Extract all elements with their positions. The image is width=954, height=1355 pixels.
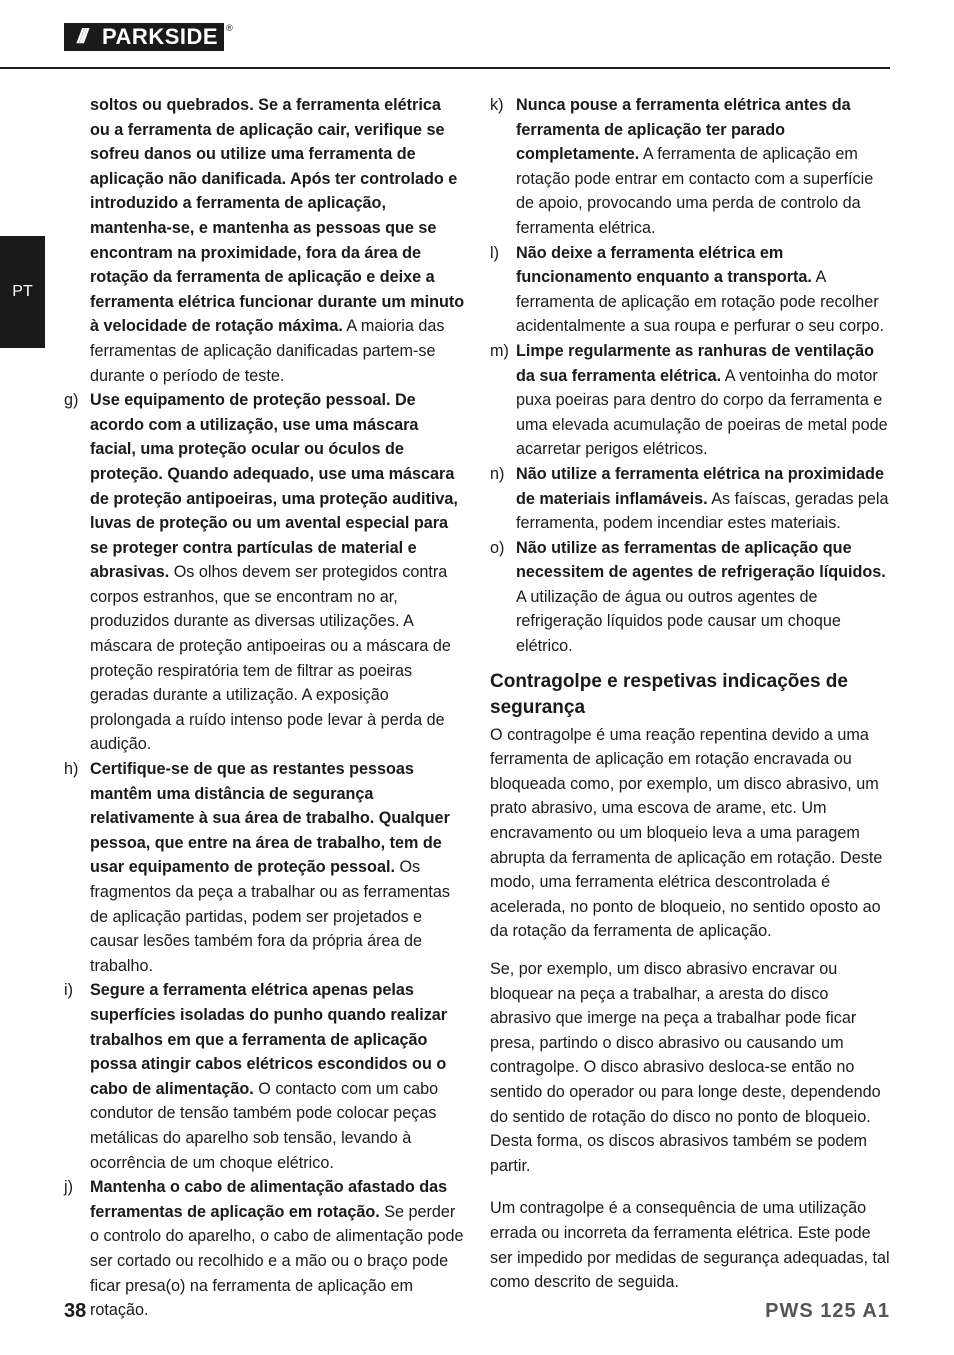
item-bold: Nunca pouse a ferramenta elétrica antes da ferramenta de aplicação ter parado completamente.	[516, 96, 851, 164]
list-marker: m)	[490, 341, 509, 360]
list-item-g	[64, 388, 465, 757]
list-item-i	[64, 978, 465, 1175]
page-number: 38	[64, 1300, 87, 1322]
item-normal: Os fragmentos da peça a trabalhar ou as ferramentas de aplicação partidas, podem ser projetados e causar lesões também fora da própria área de trabalho.	[90, 858, 450, 975]
list-item-m	[490, 339, 890, 462]
section-heading: Contragolpe e respetivas indicações de segurança	[490, 670, 848, 718]
continuation-paragraph	[64, 93, 465, 388]
item-bold: Não utilize a ferramenta elétrica na proximidade de materiais inflamáveis.	[516, 464, 884, 508]
left-column	[64, 93, 465, 1323]
list-item-n	[490, 462, 890, 536]
continuation-bold: soltos ou quebrados. Se a ferramenta elétrica ou a ferramenta de aplicação cair, verifique se sofreu danos ou utilize uma ferramenta de aplicação não danificada. Após ter controlado e introduzido a ferramenta de aplicação, mantenha-se, e mantenha as pessoas que se encontram na proximidade, fora da área de rotação da ferramenta de aplicação e deixe a ferramenta elétrica funcionar durante um minuto à velocidade de rotação máxima.	[90, 96, 465, 336]
registered-mark: ®	[226, 23, 233, 33]
item-normal: A ferramenta de aplicação em rotação pode recolher acidentalmente a sua roupa e perfurar o seu corpo.	[516, 268, 885, 336]
list-item-l	[490, 241, 890, 339]
list-marker: n)	[490, 464, 505, 483]
list-item-o	[490, 536, 890, 659]
item-normal: Se perder o controlo do aparelho, o cabo de alimentação pode ser cortado ou recolhido e a mão ou o braço pode ficar presa(o) na ferramenta de aplicação em rotação.	[90, 1202, 464, 1320]
paragraph: Um contragolpe é a consequência de uma utilização errada ou incorreta da ferramenta elétrica. Este pode ser impedido por medidas de segurança adequadas, tal como descrito de seguida.	[490, 1199, 890, 1292]
list-marker: o)	[490, 538, 505, 557]
list-item-j	[64, 1175, 465, 1323]
list-marker: l)	[490, 243, 499, 262]
item-normal: A ventoinha do motor puxa poeiras para dentro do corpo da ferramenta e uma elevada acumulação de poeiras de metal pode acarretar perigos elétricos.	[516, 366, 888, 459]
paragraph: O contragolpe é uma reação repentina devido a uma ferramenta de aplicação em rotação encravada ou bloqueada como, por exemplo, um disco abrasivo, um prato abrasivo, uma escova de arame, etc. Um encravamento ou um bloqueio leva a uma paragem abrupta da ferramenta de aplicação em rotação. Deste modo, uma ferramenta elétrica descontrolada é acelerada, no ponto de bloqueio, no sentido oposto ao da rotação da ferramenta de aplicação.	[490, 725, 883, 941]
item-bold: Certifique-se de que as restantes pessoas mantêm uma distância de segurança relativamente à sua área de trabalho. Qualquer pessoa, que entre na área de trabalho, tem de usar equipamento de proteção pessoal.	[90, 760, 450, 877]
item-normal: Os olhos devem ser protegidos contra corpos estranhos, que se encontram no ar, produzidos durante as diversas utilizações. A máscara de proteção antipoeiras ou a máscara de proteção respiratória tem de filtrar as poeiras geradas durante a utilização. A exposição prolongada a ruído intenso pode levar à perda de audição.	[90, 563, 451, 754]
model-name: PWS 125 A1	[765, 1300, 890, 1322]
list-item-h	[64, 757, 465, 978]
item-normal: A utilização de água ou outros agentes de refrigeração líquidos pode causar um choque elétrico.	[516, 587, 841, 656]
logo-slashes-icon: ///	[64, 23, 98, 51]
item-bold: Segure a ferramenta elétrica apenas pelas superfícies isoladas do punho quando realizar trabalhos em que a ferramenta de aplicação possa atingir cabos elétricos escondidos ou o cabo de alimentação.	[90, 981, 448, 1098]
list-marker: j)	[64, 1178, 73, 1197]
list-item-k	[490, 93, 890, 241]
parkside-logo	[64, 23, 233, 51]
list-marker: g)	[64, 391, 79, 410]
item-bold: Não deixe a ferramenta elétrica em funcionamento enquanto a transporta.	[516, 243, 812, 287]
item-bold: Mantenha o cabo de alimentação afastado das ferramentas de aplicação em rotação.	[90, 1178, 448, 1221]
right-column	[490, 93, 890, 1295]
continuation-normal: A maioria das ferramentas de aplicação danificadas partem-se durante o período de teste.	[90, 317, 445, 385]
list-marker: i)	[64, 981, 73, 1000]
item-normal: As faíscas, geradas pela ferramenta, podem incendiar estes materiais.	[516, 489, 889, 533]
item-normal: O contacto com um cabo condutor de tensão também pode colocar peças metálicas do aparelho sob tensão, levando à ocorrência de um choque elétrico.	[90, 1079, 439, 1172]
item-bold: Limpe regularmente as ranhuras de ventilação da sua ferramenta elétrica.	[516, 341, 875, 385]
header-rule	[0, 67, 890, 69]
item-normal: A ferramenta de aplicação em rotação pode entrar em contacto com a superfície de apoio, provocando uma perda de controlo da ferramenta elétrica.	[516, 145, 874, 237]
logo-brand: PARKSIDE	[98, 23, 224, 51]
language-tab: PT	[0, 236, 45, 348]
paragraph: Se, por exemplo, um disco abrasivo encravar ou bloquear na peça a trabalhar, a aresta do disco abrasivo que imerge na peça a trabalhar pode ficar presa, partindo o disco abrasivo ou causando um contragolpe. O disco abrasivo desloca-se então no sentido do operador ou para longe deste, dependendo do sentido de rotação do disco no ponto de bloqueio. Desta forma, os discos abrasivos também se podem partir.	[490, 960, 881, 1175]
list-marker: h)	[64, 760, 79, 779]
item-bold: Não utilize as ferramentas de aplicação que necessitem de agentes de refrigeração líquidos.	[516, 538, 886, 582]
list-marker: k)	[490, 96, 504, 114]
item-bold: Use equipamento de proteção pessoal. De acordo com a utilização, use uma máscara facial, uma proteção ocular ou óculos de proteção. Quando adequado, use uma máscara de proteção antipoeiras, uma proteção auditiva, luvas de proteção ou um avental especial para se proteger contra partículas de material e abrasivas.	[90, 391, 458, 582]
